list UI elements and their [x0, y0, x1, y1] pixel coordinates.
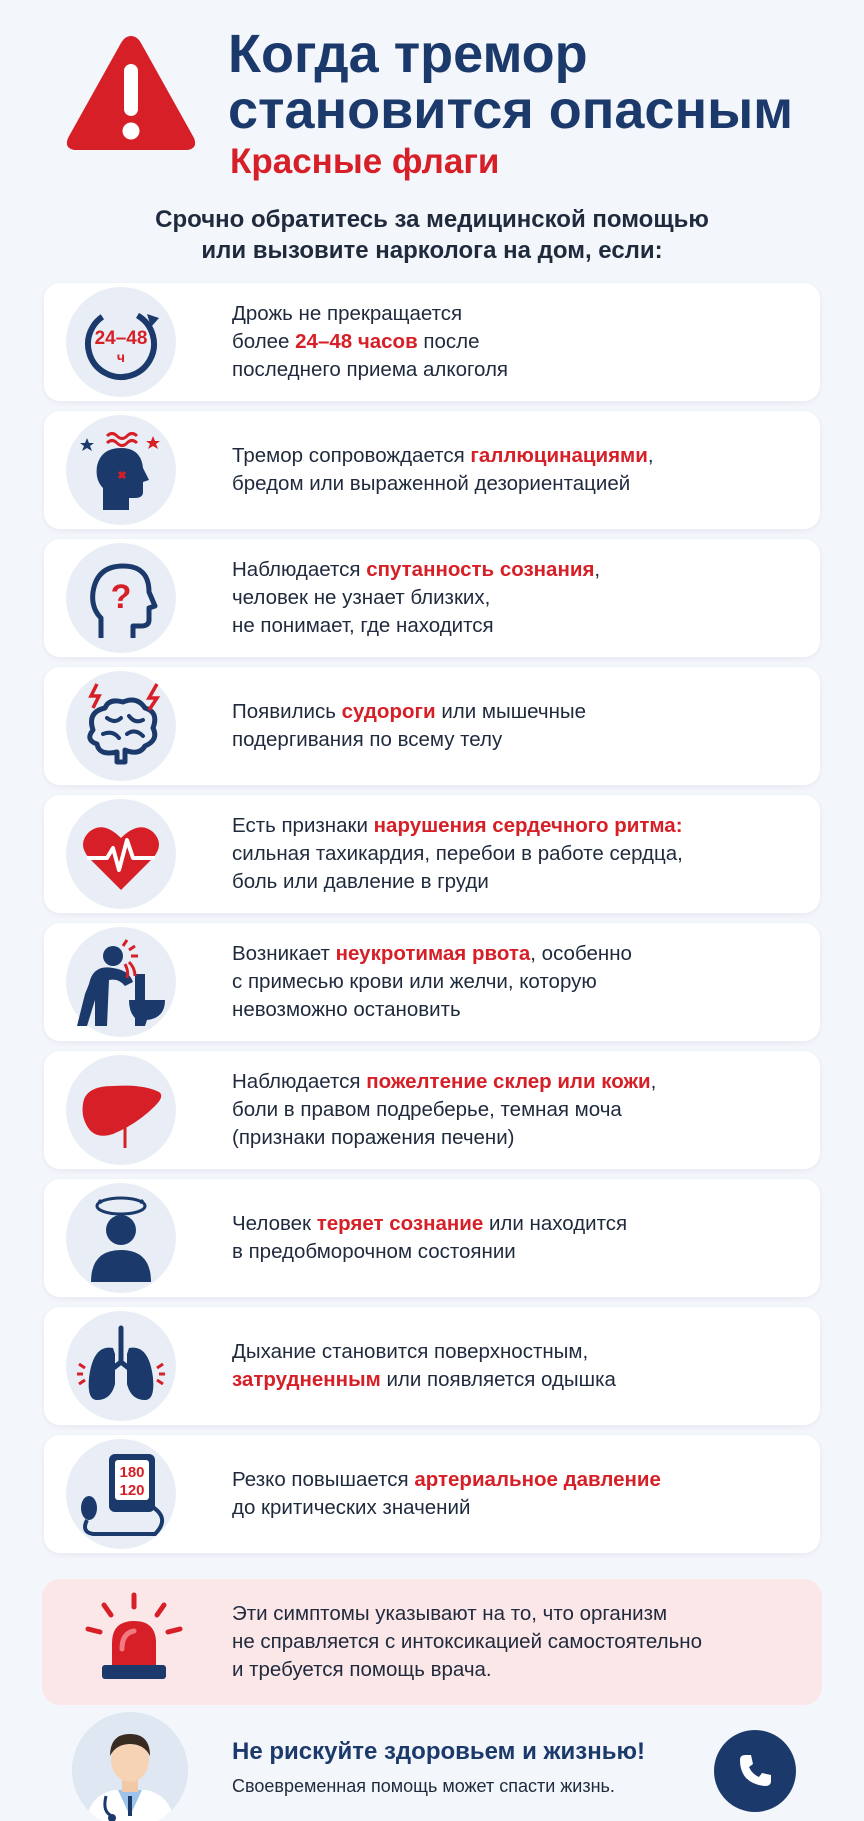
symptom-text: ,: [647, 444, 654, 467]
red-flag-line: [232, 1494, 802, 1522]
symptom-text: в предобморочном состоянии: [232, 1240, 516, 1263]
red-flag-line: [232, 470, 802, 498]
symptom-text: Резко повышается: [232, 1468, 415, 1491]
red-flag-text: [232, 411, 802, 529]
symptom-text: ,: [594, 558, 601, 581]
symptom-text: человек не узнает близких,: [232, 586, 491, 609]
alert-line-3: и требуется помощь врача.: [232, 1658, 492, 1681]
symptom-text: Возникает: [232, 942, 336, 965]
red-flag-text: [232, 283, 802, 401]
icon-circle: [66, 671, 176, 781]
red-flag-card: [44, 539, 820, 657]
symptom-text: (признаки поражения печени): [232, 1126, 515, 1149]
heart-rhythm-icon: [73, 806, 169, 902]
red-flag-line: [232, 840, 802, 868]
highlighted-symptom: теряет сознание: [316, 1212, 484, 1235]
icon-circle: [66, 1183, 176, 1293]
doctor-icon: [72, 1712, 188, 1821]
lead-line-2: или вызовите нарколога на дом, если:: [201, 237, 663, 264]
highlighted-symptom: 24–48 часов: [295, 330, 418, 353]
highlighted-symptom: спутанность сознания: [366, 558, 595, 581]
red-flag-line: [232, 1124, 802, 1152]
alert-line-2: не справляется с интоксикацией самостоятельно: [232, 1630, 703, 1653]
alert-line-1: Эти симптомы указывают на то, что организм: [232, 1602, 668, 1625]
call-button[interactable]: [714, 1730, 796, 1812]
red-flag-card: [44, 667, 820, 785]
red-flag-line: [232, 868, 802, 896]
red-flag-line: [232, 1366, 802, 1394]
symptom-text: Дыхание становится поверхностным,: [232, 1340, 589, 1363]
symptom-text: Есть признаки: [232, 814, 374, 837]
symptom-text: последнего приема алкоголя: [232, 358, 509, 381]
icon-circle: [66, 1055, 176, 1165]
red-flag-text: [232, 1179, 802, 1297]
red-flag-line: [232, 328, 802, 356]
red-flag-line: [232, 442, 802, 470]
red-flag-text: [232, 539, 802, 657]
red-flag-line: [232, 1210, 802, 1238]
symptom-text: Дрожь не прекращается: [232, 302, 463, 325]
red-flag-text: [232, 667, 802, 785]
page-title: [228, 26, 848, 138]
red-flag-line: [232, 1068, 802, 1096]
symptom-text: Появились: [232, 700, 342, 723]
footer-title: Не рискуйте здоровьем и жизнью!: [232, 1738, 645, 1765]
red-flag-line: [232, 1096, 802, 1124]
fainting-person-icon: [73, 1190, 169, 1286]
red-flag-card: [44, 411, 820, 529]
symptom-text: , особенно: [530, 942, 632, 965]
symptom-text: или находится: [483, 1212, 628, 1235]
symptom-text: бредом или выраженной дезориентацией: [232, 472, 631, 495]
symptom-text: сильная тахикардия, перебои в работе сердца,: [232, 842, 683, 865]
red-flag-line: [232, 584, 802, 612]
header: [0, 0, 864, 200]
red-flag-line: [232, 1338, 802, 1366]
alert-box: [42, 1579, 822, 1705]
red-flag-text: [232, 923, 802, 1041]
symptom-text: боли в правом подреберье, темная моча: [232, 1098, 622, 1121]
symptom-text: более: [232, 330, 296, 353]
symptom-text: с примесью крови или желчи, которую: [232, 970, 597, 993]
warning-triangle-icon: [62, 30, 200, 158]
page-subtitle: Красные флаги: [230, 142, 500, 181]
red-flag-line: [232, 1466, 802, 1494]
clock-unit: ч: [116, 349, 126, 365]
liver-icon: [73, 1062, 169, 1158]
red-flag-card: [44, 1179, 820, 1297]
bp-diastolic: 120: [119, 1482, 145, 1499]
lungs-icon: [73, 1318, 169, 1414]
symptom-text: или появляется одышка: [380, 1368, 616, 1391]
red-flag-card: [44, 1051, 820, 1169]
red-flag-line: [232, 726, 802, 754]
red-flag-line: [232, 812, 802, 840]
icon-circle: [66, 1439, 176, 1549]
highlighted-symptom: пожелтение склер или кожи: [366, 1070, 651, 1093]
symptom-text: ,: [650, 1070, 657, 1093]
icon-circle: [66, 927, 176, 1037]
highlighted-symptom: затрудненным: [232, 1368, 381, 1391]
red-flag-text: [232, 1435, 802, 1553]
symptom-text: Тремор сопровождается: [232, 444, 471, 467]
symptom-text: Наблюдается: [232, 1070, 367, 1093]
icon-circle: [66, 799, 176, 909]
red-flag-line: [232, 996, 802, 1024]
symptom-text: после: [417, 330, 480, 353]
bp-systolic: 180: [119, 1464, 145, 1481]
icon-circle: [66, 415, 176, 525]
red-flag-line: [232, 940, 802, 968]
red-flag-card: [44, 795, 820, 913]
red-flag-text: [232, 1051, 802, 1169]
blood-pressure-monitor-icon: [73, 1446, 169, 1542]
symptom-text: не понимает, где находится: [232, 614, 494, 637]
footer-subtitle: Своевременная помощь может спасти жизнь.: [232, 1776, 615, 1796]
highlighted-symptom: неукротимая рвота: [335, 942, 531, 965]
alert-text: [232, 1579, 812, 1705]
red-flag-text: [232, 795, 802, 913]
brain-seizure-icon: [73, 678, 169, 774]
red-flag-line: [232, 698, 802, 726]
footer: [0, 1712, 864, 1821]
lead-text: [0, 204, 864, 266]
clock-label: 24–48: [94, 328, 148, 349]
symptom-text: Человек: [232, 1212, 317, 1235]
red-flag-line: [232, 300, 802, 328]
red-flag-line: [232, 356, 802, 384]
symptom-text: или мышечные: [435, 700, 587, 723]
highlighted-symptom: артериальное давление: [414, 1468, 661, 1491]
confusion-head-icon: [73, 550, 169, 646]
red-flag-text: [232, 1307, 802, 1425]
red-flag-card: [44, 1307, 820, 1425]
highlighted-symptom: нарушения сердечного ритма:: [373, 814, 683, 837]
red-flag-line: [232, 612, 802, 640]
icon-circle: [66, 287, 176, 397]
icon-circle: [66, 543, 176, 653]
red-flag-line: [232, 968, 802, 996]
red-flag-line: [232, 1238, 802, 1266]
vomiting-person-icon: [73, 934, 169, 1030]
highlighted-symptom: судороги: [341, 700, 436, 723]
red-flag-card: [44, 923, 820, 1041]
highlighted-symptom: галлюцинациями: [470, 444, 648, 467]
symptom-text: боль или давление в груди: [232, 870, 489, 893]
symptom-text: Наблюдается: [232, 558, 367, 581]
symptom-text: подергивания по всему телу: [232, 728, 503, 751]
red-flag-card: [44, 1435, 820, 1553]
symptom-text: до критических значений: [232, 1496, 471, 1519]
hallucination-head-icon: [73, 422, 169, 518]
siren-icon: [82, 1589, 186, 1693]
clock-icon: [73, 294, 169, 390]
red-flag-line: [232, 556, 802, 584]
svg-text:?: ?: [110, 578, 132, 616]
title-line-2: становится опасным: [228, 80, 794, 140]
red-flag-card: [44, 283, 820, 401]
lead-line-1: Срочно обратитесь за медицинской помощью: [155, 206, 709, 233]
title-line-1: Когда тремор: [228, 24, 588, 84]
symptom-text: невозможно остановить: [232, 998, 461, 1021]
icon-circle: [66, 1311, 176, 1421]
phone-icon: [735, 1751, 775, 1791]
